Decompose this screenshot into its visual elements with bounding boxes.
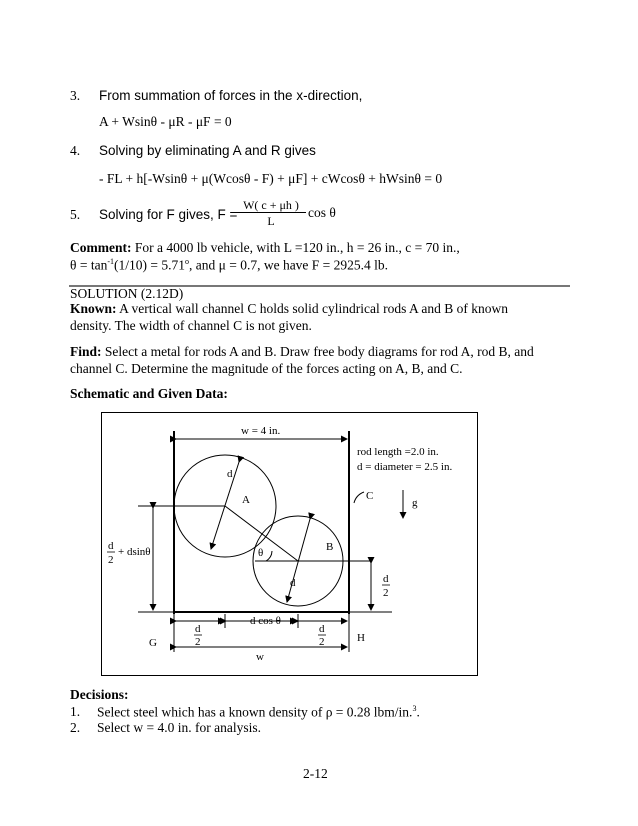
find-text-1: Select a metal for rods A and B. Draw free body diagrams for rod A, rod B, and bbox=[104, 344, 534, 359]
step-3-number: 3. bbox=[70, 88, 81, 103]
point-g-label: G bbox=[149, 637, 157, 649]
known-text-1: A vertical wall channel C holds solid cylindrical rods A and B of known bbox=[119, 301, 508, 316]
decision-1-sup: 3 bbox=[412, 704, 417, 713]
comment-result: , and μ = 0.7, we have F = 2925.4 lb. bbox=[188, 257, 389, 273]
decision-2-number: 2. bbox=[70, 720, 81, 735]
point-h-label: H bbox=[357, 632, 365, 644]
known-line-2: density. The width of channel C is not given. bbox=[70, 318, 312, 333]
page-number: 2-12 bbox=[303, 766, 328, 781]
rod-length-label: rod length =2.0 in. bbox=[357, 446, 439, 458]
step-3-text: From summation of forces in the x-direction, bbox=[99, 88, 363, 103]
decision-1-number: 1. bbox=[70, 704, 81, 719]
width-label-top: w = 4 in. bbox=[241, 425, 281, 437]
comment-text-1: For a 4000 lb vehicle, with L =120 in., h = 26 in., c = 70 in., bbox=[134, 240, 460, 255]
theta-arc bbox=[266, 551, 272, 561]
svg-text:2: 2 bbox=[108, 554, 114, 566]
svg-text:2: 2 bbox=[383, 587, 389, 599]
gravity-label: g bbox=[412, 497, 418, 509]
schematic-heading: Schematic and Given Data: bbox=[70, 386, 228, 401]
svg-text:d: d bbox=[383, 573, 389, 585]
step-4-number: 4. bbox=[70, 143, 81, 158]
channel-c-label: C bbox=[366, 490, 374, 502]
step-4-equation: - FL + h[-Wsinθ + μ(Wcosθ - F) + μF] + cWcosθ + hWsinθ = 0 bbox=[99, 171, 443, 186]
channel-c-leader bbox=[354, 492, 364, 503]
decision-2-text: Select w = 4.0 in. for analysis. bbox=[97, 720, 261, 735]
svg-text:d: d bbox=[108, 540, 114, 552]
formula-denominator: L bbox=[267, 214, 275, 228]
rod-a-d-label: d bbox=[227, 468, 233, 480]
comment-sup: -1 bbox=[107, 257, 114, 266]
rod-a-label: A bbox=[242, 494, 250, 506]
rod-b-label: B bbox=[326, 541, 334, 553]
svg-text:d: d bbox=[319, 623, 325, 635]
dcos-label: d cos θ bbox=[250, 615, 281, 627]
step-4-text: Solving by eliminating A and R gives bbox=[99, 143, 316, 158]
rod-b-d-label: d bbox=[290, 577, 296, 589]
step-5-text: Solving for F gives, F = bbox=[99, 207, 238, 222]
theta-label: θ bbox=[258, 547, 264, 559]
frac-bottom-right-d-half bbox=[318, 623, 326, 648]
width-label-bottom: w bbox=[256, 651, 264, 663]
find-label: Find: bbox=[70, 344, 102, 359]
comment-degree: o bbox=[184, 257, 189, 266]
svg-text:2: 2 bbox=[195, 636, 201, 648]
svg-text:d: d bbox=[195, 623, 201, 635]
svg-text:2: 2 bbox=[319, 636, 325, 648]
comment-label: Comment: bbox=[70, 240, 132, 255]
dsin-label: + dsinθ bbox=[118, 546, 151, 558]
find-line-2: channel C. Determine the magnitude of the forces acting on A, B, and C. bbox=[70, 361, 463, 376]
decisions-heading: Decisions: bbox=[70, 687, 129, 702]
comment-theta-eq: θ = tan bbox=[70, 257, 108, 273]
formula-suffix: cos θ bbox=[308, 205, 336, 220]
decision-1-end: . bbox=[416, 704, 420, 720]
comment-tan-arg: (1/10) = 5.71 bbox=[114, 257, 185, 273]
formula-numerator: W( c + μh ) bbox=[243, 198, 299, 212]
frac-left-d-half bbox=[107, 540, 115, 566]
diameter-label: d = diameter = 2.5 in. bbox=[357, 461, 453, 473]
frac-right-d-half bbox=[382, 573, 390, 599]
decision-1-text bbox=[97, 704, 420, 721]
step-5-number: 5. bbox=[70, 207, 81, 222]
step-3-equation: A + Wsinθ - μR - μF = 0 bbox=[99, 114, 232, 129]
solution-title: SOLUTION (2.12D) bbox=[70, 286, 184, 301]
known-label: Known: bbox=[70, 301, 117, 316]
frac-bottom-left-d-half bbox=[194, 623, 202, 648]
decision-1-body: Select steel which has a known density of ρ = 0.28 lbm/in. bbox=[97, 704, 413, 720]
